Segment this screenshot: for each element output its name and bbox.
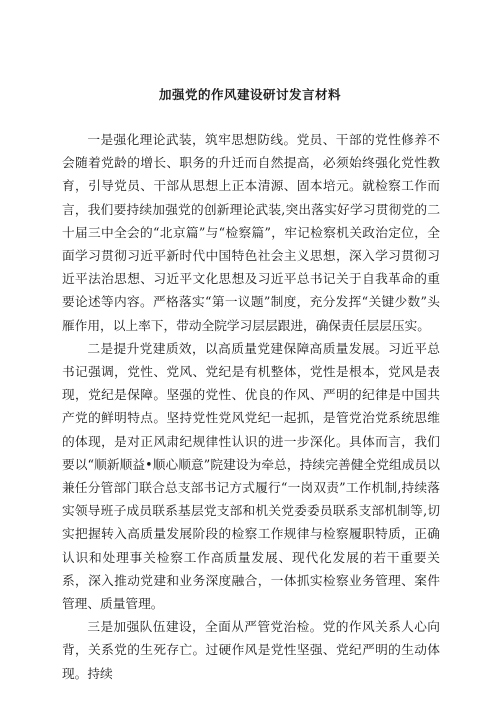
- paragraph-3: 三是加强队伍建设，全面从严管党治检。党的作风关系人心向背，关系党的生死存亡。过硬作风是党性坚强、党纪严明的生动体现。持续: [62, 619, 440, 681]
- paragraph-2: 二是提升党建质效，以高质量党建保障高质量发展。习近平总书记强调，党性、党风、党纪是有机整体，党性是根本，党风是表现，党纪是保障。坚强的党性、优良的作风、严明的纪律是中国共产党的鲜明特点。坚持党性党风党纪一起抓，是管党治党系统思维的体现，是对正风肃纪规律性认识的进一步深化。具体而言，我们要以“顺新顺益•顺心顺意”院建设为牵总，持续完善健全党组成员以兼任分管部门联合总支部书记方式履行“一岗双责”工作机制,持续落实领导班子成员联系基层党支部和机关党委委员联系支部机制等,切实把握转入高质量发展阶段的检察工作规律与检察履职特质，正确认识和处理事关检察工作高质量发展、现代化发展的若干重要关系，深入推动党建和业务深度融合，一体抓实检察业务管理、案件管理、质量管理。: [62, 340, 440, 612]
- document-body: [62, 128, 440, 685]
- paragraph-1: 一是强化理论武装，筑牢思想防线。党员、干部的党性修养不会随着党龄的增长、职务的升迁而自然提高，必须始终强化党性教育，引导党员、干部从思想上正本清源、固本培元。就检察工作而言，我们要持续加强党的创新理论武装,突出落实好学习贯彻党的二十届三中全会的“北京篇”与“检察篇”，牢记检察机关政治定位，全面学习贯彻习近平新时代中国特色社会主义思想，深入学习贯彻习近平法治思想、习近平文化思想及习近平总书记关于自我革命的重要论述等内容。严格落实“第一议题”制度，充分发挥“关键少数”头雁作用，以上率下，带动全院学习层层跟进，确保责任层层压实。: [62, 132, 440, 333]
- document-title: 加强党的作风建设研讨发言材料: [158, 87, 341, 102]
